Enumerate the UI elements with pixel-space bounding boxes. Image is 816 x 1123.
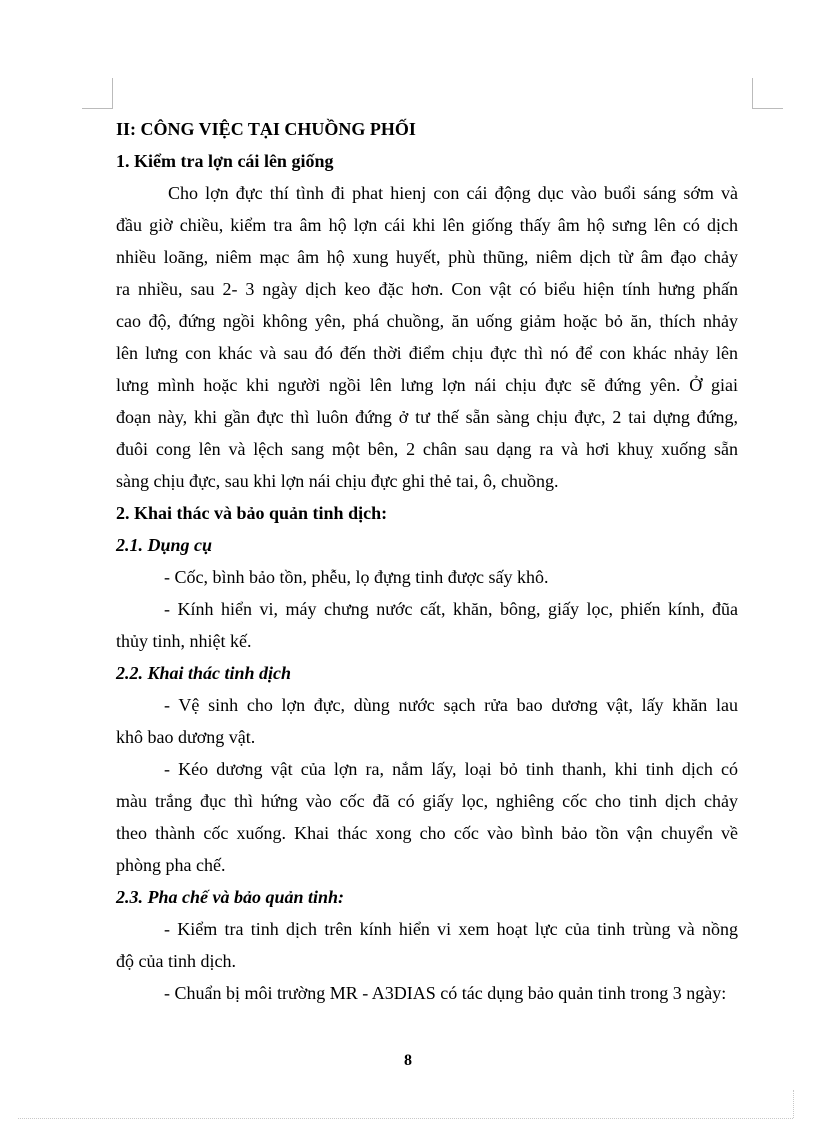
chapter-heading: II: CÔNG VIỆC TẠI CHUỒNG PHỐI <box>116 119 416 139</box>
list-item-continuation: màu trắng đục thì hứng vào cốc đã có giấy lọc, nghiêng cốc cho tinh dịch chảy <box>116 791 738 811</box>
crop-mark-top-right <box>752 78 783 109</box>
paragraph-line: đuôi cong lên và lệch sang một bên, 2 chân sau dạng ra và hơi khuỵ xuống sẵn <box>116 439 738 459</box>
list-item: - Kéo dương vật của lợn ra, nắm lấy, loại bỏ tinh thanh, khi tinh dịch có <box>164 759 738 779</box>
page-number: 8 <box>404 1052 412 1069</box>
list-item: - Chuẩn bị môi trường MR - A3DIAS có tác dụng bảo quản tinh trong 3 ngày: <box>164 983 727 1003</box>
subsection-2-1-title: 2.1. Dụng cụ <box>116 535 213 555</box>
list-item-continuation: khô bao dương vật. <box>116 727 256 747</box>
list-item: - Kính hiển vi, máy chưng nước cất, khăn, bông, giấy lọc, phiến kính, đũa <box>164 599 738 619</box>
paragraph-line: nhiều loãng, niêm mạc âm hộ xung huyết, phù thũng, niêm dịch từ âm đạo chảy <box>116 247 738 267</box>
page-body <box>116 113 738 1009</box>
page-side-border <box>793 1090 794 1118</box>
paragraph-line: Cho lợn đực thí tình đi phat hienj con cái động dục vào buổi sáng sớm và <box>168 183 738 203</box>
paragraph-line: đầu giờ chiều, kiểm tra âm hộ lợn cái khi lên giống thấy âm hộ sưng lên có dịch <box>116 215 738 235</box>
subsection-2-3-title: 2.3. Pha chế và bảo quản tinh: <box>116 887 345 907</box>
list-item-continuation: phòng pha chế. <box>116 855 226 875</box>
paragraph-line: đoạn này, khi gần đực thì luôn đứng ở tư thế sẵn sàng chịu đực, 2 tai dựng đứng, <box>116 407 738 427</box>
page-bottom-border <box>18 1118 793 1119</box>
list-item: - Kiểm tra tinh dịch trên kính hiển vi xem hoạt lực của tinh trùng và nồng <box>164 919 738 939</box>
paragraph-line: cao độ, đứng ngồi không yên, phá chuồng, ăn uống giảm hoặc bỏ ăn, thích nhảy <box>116 311 738 331</box>
list-item-continuation: thủy tinh, nhiệt kế. <box>116 631 252 651</box>
section-2-title: 2. Khai thác và bảo quản tinh dịch: <box>116 503 388 523</box>
paragraph-line: sàng chịu đực, sau khi lợn nái chịu đực ghi thẻ tai, ô, chuồng. <box>116 471 559 491</box>
paragraph-line: lưng mình hoặc khi người ngồi lên lưng lợn nái chịu đực sẽ đứng yên. Ở giai <box>116 375 738 395</box>
section-1-title: 1. Kiểm tra lợn cái lên giống <box>116 151 334 171</box>
list-item-continuation: độ của tinh dịch. <box>116 951 236 971</box>
list-item: - Vệ sinh cho lợn đực, dùng nước sạch rửa bao dương vật, lấy khăn lau <box>164 695 738 715</box>
list-item-continuation: theo thành cốc xuống. Khai thác xong cho cốc vào bình bảo tồn vận chuyển về <box>116 823 738 843</box>
paragraph-line: lên lưng con khác và sau đó đến thời điểm chịu đực thì nó để con khác nhảy lên <box>116 343 738 363</box>
list-item: - Cốc, bình bảo tồn, phễu, lọ đựng tinh được sấy khô. <box>164 567 549 587</box>
paragraph-line: ra nhiều, sau 2- 3 ngày dịch keo đặc hơn. Con vật có biểu hiện tính hưng phấn <box>116 279 738 299</box>
crop-mark-top-left <box>82 78 113 109</box>
subsection-2-2-title: 2.2. Khai thác tinh dịch <box>116 663 292 683</box>
